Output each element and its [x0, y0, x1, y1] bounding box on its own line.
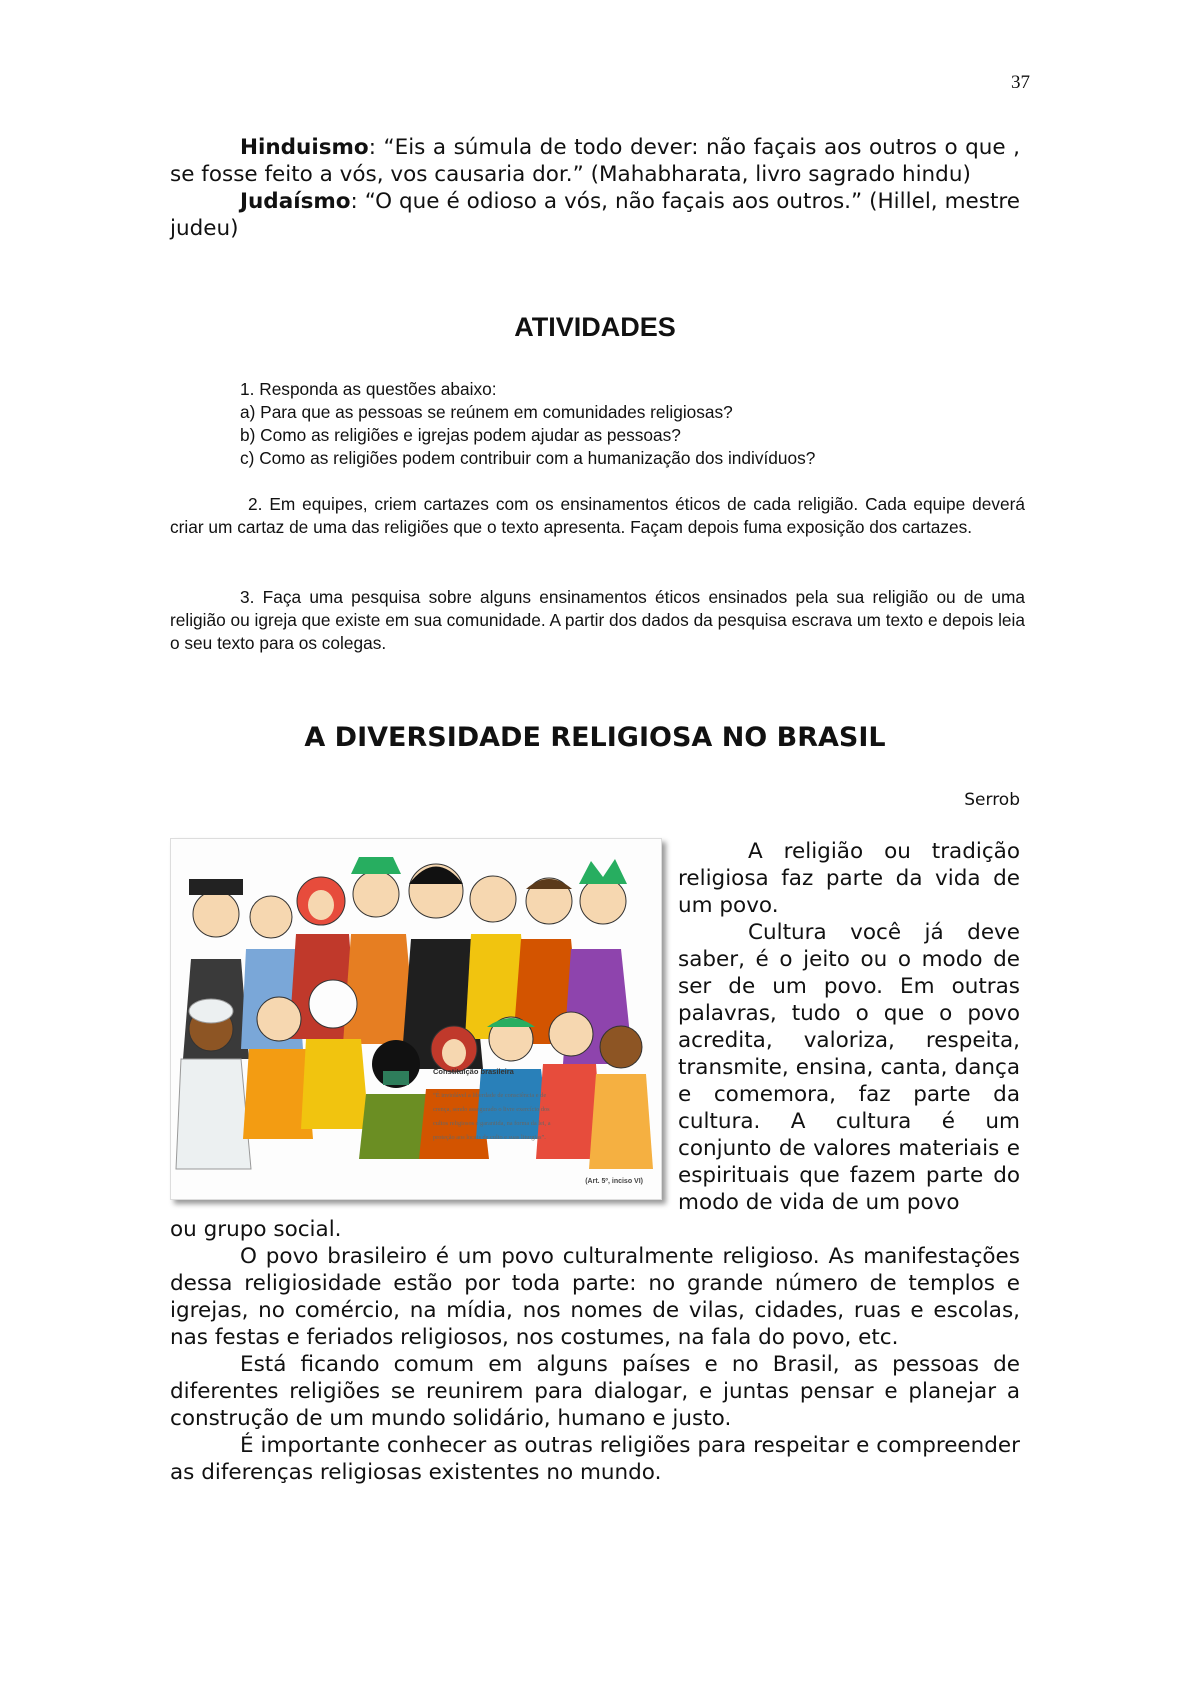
quotes-section	[170, 134, 1020, 242]
question-1-line: c) Como as religiões podem contribuir com a humanização dos indivíduos?	[240, 448, 816, 468]
question-2: 2. Em equipes, criem cartazes com os ensinamentos éticos de cada religião. Cada equipe deverá criar um cartaz de uma das religiões que o texto apresenta. Façam depois fuma exposição dos cartazes.	[170, 494, 1025, 537]
caption-line: “É inviolável a liberdade de consciência e de	[433, 1092, 547, 1099]
people-drawing	[171, 839, 661, 1199]
paragraph-continuation: ou grupo social.	[170, 1217, 342, 1242]
page-number: 37	[1011, 72, 1030, 93]
caption-line: cultos religiosos e garantida, na forma da lei, a	[433, 1120, 551, 1127]
side-paragraph-2: Cultura você já deve saber, é o jeito ou o modo de ser de um povo. Em outras palavras, tudo o que o povo acredita, valoriza, respeita, transmite, ensina, canta, dança e comemora, faz parte da cultura. A cultura é um conjunto de valores materiais e espirituais que fazem parte do modo de vida de um povo	[678, 920, 1020, 1215]
paragraph-3: O povo brasileiro é um povo culturalmente religioso. As manifestações dessa religiosidade estão por toda parte: no grande número de templos e igrejas, no comércio, na mídia, nos nomes de vilas, cidades, ruas e escolas, nas festas e feriados religiosos, nos costumes, na fala do povo, etc.	[170, 1244, 1020, 1350]
side-text	[678, 838, 1020, 1216]
caption-line: proteção aos locais de culto e suas liturgias”.	[433, 1134, 546, 1141]
judaismo-label: Judaísmo	[240, 189, 351, 214]
section-title: A DIVERSIDADE RELIGIOSA NO BRASIL	[304, 722, 886, 753]
paragraph-4: Está ficando comum em alguns países e no Brasil, as pessoas de diferentes religiões se reunirem para dialogar, e juntas pensar e planejar a construção de um mundo solidário, humano e justo.	[170, 1352, 1020, 1431]
question-3: 3. Faça uma pesquisa sobre alguns ensinamentos éticos ensinados pela sua religião ou de uma religião ou igreja que existe em sua comunidade. A partir dos dados da pesquisa escrava um texto e depois leia o seu texto para os colegas.	[170, 587, 1025, 653]
author: Serrob	[964, 790, 1020, 810]
hinduismo-text: : “Eis a súmula de todo dever: não façais aos outros o que , se fosse feito a vós, vos causaria dor.” (Mahabharata, livro sagrado hindu)	[170, 135, 1020, 187]
judaismo-quote	[170, 188, 1020, 242]
judaismo-text: : “O que é odioso a vós, não façais aos outros.” (Hillel, mestre judeu)	[170, 189, 1020, 241]
caption-title: Constituição brasileira	[433, 1067, 514, 1076]
question-1	[240, 378, 815, 470]
atividades-title: ATIVIDADES	[514, 312, 676, 342]
hinduismo-label: Hinduismo	[240, 135, 369, 160]
question-1-line: a) Para que as pessoas se reúnem em comunidades religiosas?	[240, 402, 733, 422]
paragraph-5: É importante conhecer as outras religiões para respeitar e compreender as diferenças religiosas existentes no mundo.	[170, 1433, 1020, 1485]
religious-diversity-illustration	[170, 838, 662, 1200]
side-paragraph-1: A religião ou tradição religiosa faz parte da vida de um povo.	[678, 839, 1020, 918]
caption-reference: (Art. 5º, inciso VI)	[585, 1178, 643, 1185]
body-text	[170, 1216, 1020, 1486]
question-1-line: b) Como as religiões e igrejas podem ajudar as pessoas?	[240, 425, 681, 445]
caption-line: crença, sendo assegurado o livre exercício dos	[433, 1106, 550, 1113]
question-1-line: 1. Responda as questões abaixo:	[240, 379, 497, 399]
hinduismo-quote	[170, 134, 1020, 188]
